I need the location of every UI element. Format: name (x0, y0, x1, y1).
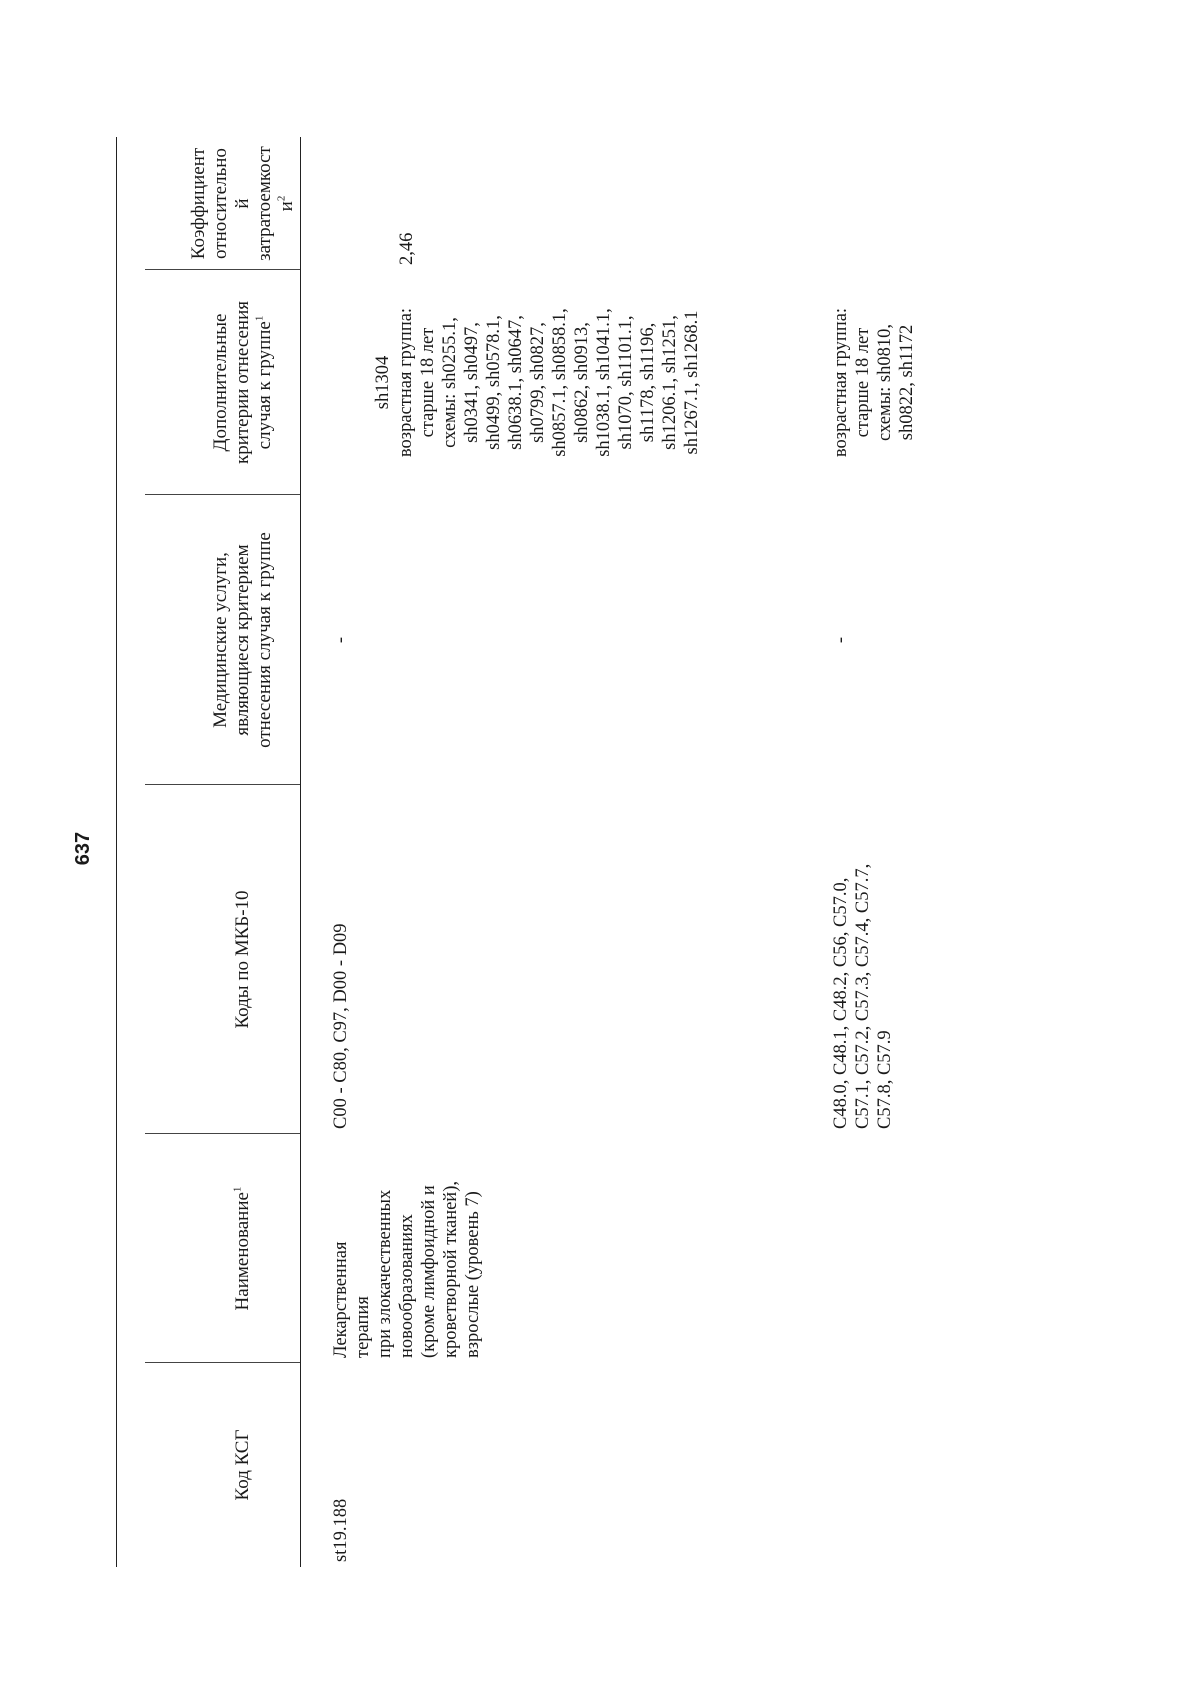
row2-services: - (831, 636, 851, 644)
row1-icd: C00 - C80, C97, D00 - D09 (331, 923, 351, 1129)
row1-criteria-code: sh1304 (373, 355, 393, 410)
header-criteria: Дополнительные критерии отнесения случая к группе$^1$ (209, 300, 275, 465)
row1-name: Лекарственная терапия при злокачественных новообразованиях (кроме лимфоидной и кроветворной тканей), взрослые (уровень 7) (331, 1181, 483, 1358)
row1-criteria: возрастная группа: старше 18 лет схемы: sh0255.1, sh0341, sh0497, sh0499, sh0578.1, sh0638.1, sh0647, sh0799, sh0827, sh0857.1, sh0858.1, sh0862, sh0913, sh1038.1, sh1041.1, sh1070, sh1101.1, sh1178, sh1196, sh1206.1, sh1251, sh1267.1, sh1268.1 (396, 307, 702, 458)
row2-icd: C48.0, C48.1, C48.2, C56, C57.0, C57.1, C57.2, C57.3, C57.4, C57.7, C57.8, C57.9 (831, 863, 895, 1129)
row1-code: st19.188 (331, 1498, 351, 1562)
header-name: Наименование$^1$ (231, 1186, 253, 1311)
row1-coef: 2,46 (397, 232, 417, 265)
table-top-rule (116, 137, 117, 1567)
header-code: Код КСГ (231, 1429, 253, 1501)
header-coef: Коэффициент относительно й затратоемкост $и^2$ (187, 146, 297, 261)
row1-services: - (331, 636, 351, 644)
row2-criteria: возрастная группа: старше 18 лет схемы: sh0810, sh0822, sh1172 (831, 307, 917, 458)
header-icd: Коды по МКБ-10 (231, 890, 253, 1029)
header-services: Медицинские услуги, являющиеся критерием отнесения случая к группе (209, 532, 275, 748)
page-number: 637 (72, 831, 94, 866)
